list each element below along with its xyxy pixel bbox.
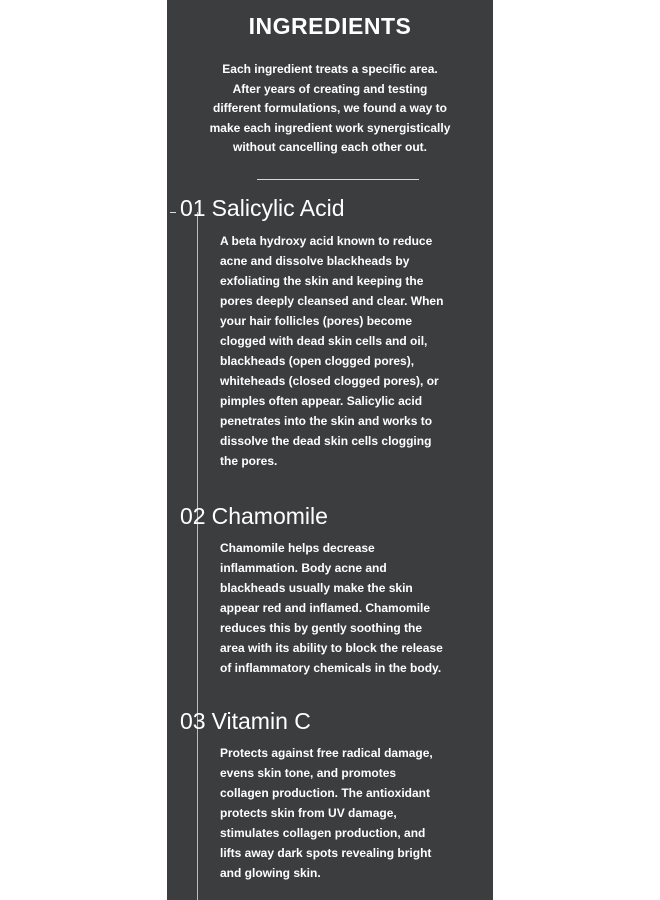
description-line: stimulates collagen production, and xyxy=(220,826,426,840)
ingredient-name: Salicylic Acid xyxy=(211,195,345,221)
intro-line: without cancelling each other out. xyxy=(232,140,427,155)
description-line: exfoliating the skin and keeping the xyxy=(220,274,424,288)
intro-line: different formulations, we found a way to xyxy=(212,101,447,116)
page-title: INGREDIENTS xyxy=(248,13,412,39)
ingredient-description-salicylic-acid xyxy=(220,231,486,471)
description-line: pimples often appear. Salicylic acid xyxy=(220,394,423,408)
description-line: whiteheads (closed clogged pores), or xyxy=(220,374,439,388)
description-line: blackheads usually make the skin xyxy=(220,581,413,595)
description-line: evens skin tone, and promotes xyxy=(220,766,397,780)
divider xyxy=(257,179,419,180)
description-line: Protects against free radical damage, xyxy=(220,746,433,760)
description-line: your hair follicles (pores) become xyxy=(220,314,413,328)
intro-text xyxy=(179,60,481,158)
intro-line: After years of creating and testing xyxy=(232,81,428,96)
description-line: blackheads (open clogged pores), xyxy=(220,354,415,368)
description-line: inflammation. Body acne and xyxy=(220,561,387,575)
ingredient-name: Vitamin C xyxy=(211,708,311,734)
description-line: pores deeply cleansed and clear. When xyxy=(220,294,444,308)
timeline-line xyxy=(197,212,198,900)
intro-line: Each ingredient treats a specific area. xyxy=(222,62,438,76)
description-line: Chamomile helps decrease xyxy=(220,541,375,555)
ingredient-name: Chamomile xyxy=(211,503,328,529)
description-line: clogged with dead skin cells and oil, xyxy=(220,334,428,348)
description-line: collagen production. The antioxidant xyxy=(220,786,431,800)
description-line: acne and dissolve blackheads by xyxy=(220,254,410,268)
description-line: dissolve the dead skin cells clogging xyxy=(220,434,432,448)
description-line: reduces this by gently soothing the xyxy=(220,621,423,635)
description-line: area with its ability to block the release xyxy=(220,641,443,655)
ingredient-number: 02 xyxy=(180,503,206,529)
description-line: and glowing skin. xyxy=(220,866,321,880)
description-line: the pores. xyxy=(220,454,278,468)
ingredient-heading-salicylic-acid xyxy=(180,195,345,222)
ingredient-number: 03 xyxy=(180,708,206,734)
ingredient-heading-vitamin-c xyxy=(180,708,311,735)
intro-line: make each ingredient work synergistically xyxy=(209,120,451,135)
description-line: lifts away dark spots revealing bright xyxy=(220,846,432,860)
ingredient-description-chamomile xyxy=(220,538,486,678)
ingredient-description-vitamin-c xyxy=(220,743,486,883)
ingredient-number: 01 xyxy=(180,195,206,221)
description-line: penetrates into the skin and works to xyxy=(220,414,433,428)
description-line: of inflammatory chemicals in the body. xyxy=(220,661,442,675)
timeline-tick xyxy=(170,212,176,213)
description-line: appear red and inflamed. Chamomile xyxy=(220,601,431,615)
description-line: protects skin from UV damage, xyxy=(220,806,397,820)
ingredients-panel xyxy=(167,0,493,900)
description-line: A beta hydroxy acid known to reduce xyxy=(220,234,433,248)
ingredient-heading-chamomile xyxy=(180,503,328,530)
